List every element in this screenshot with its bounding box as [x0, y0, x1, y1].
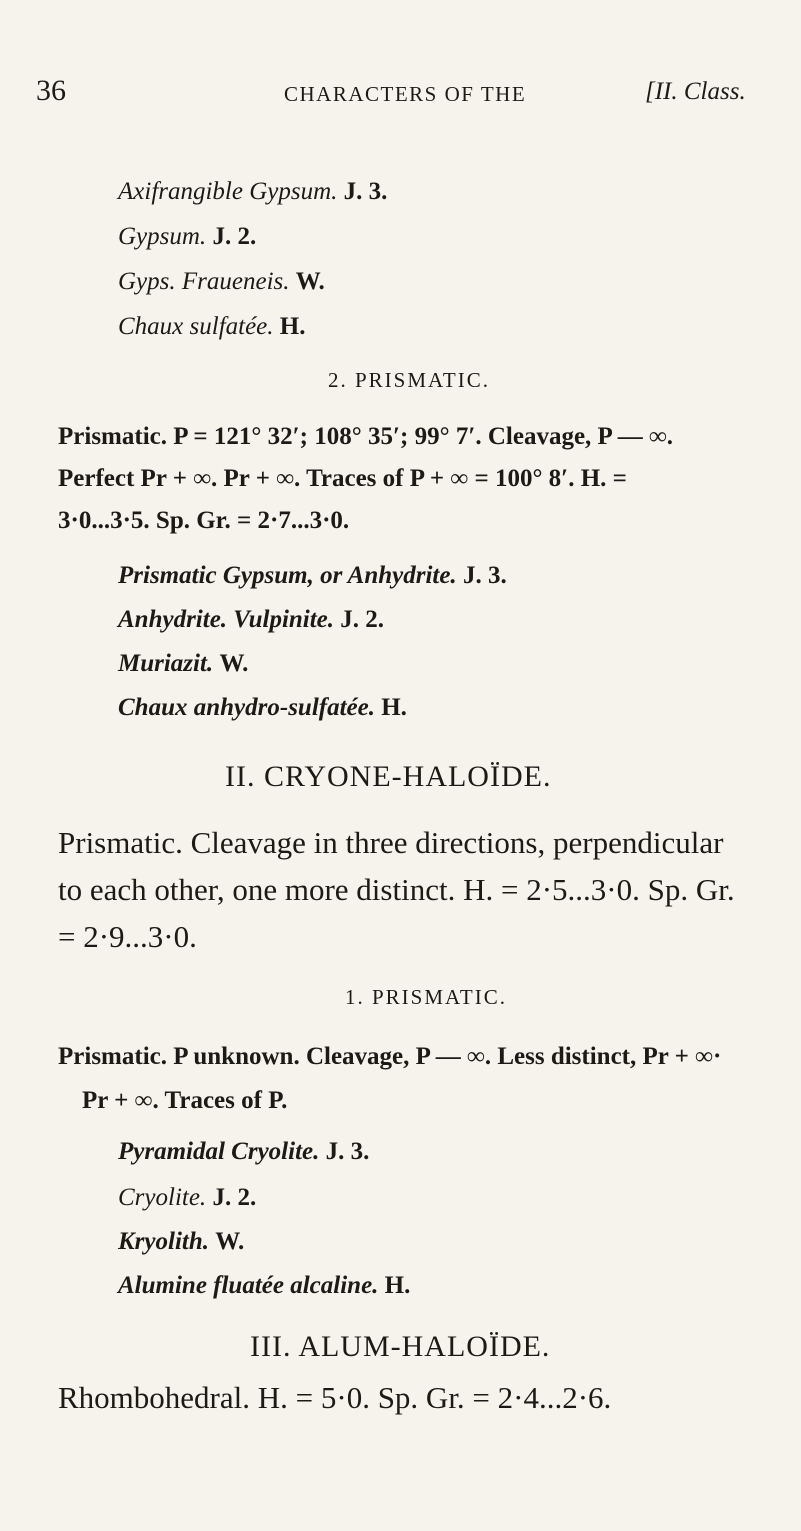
- synonym-ref: H.: [279, 313, 306, 340]
- synonym-line: [118, 1272, 410, 1300]
- synonym-ref: J. 2.: [340, 606, 385, 633]
- synonym-line: [118, 1228, 244, 1256]
- description-line: to each other, one more distinct. H. = 2·5...3·0. Sp. Gr.: [58, 872, 735, 907]
- synonym-name: Chaux sulfatée.: [118, 313, 274, 340]
- synonym-line: [118, 313, 305, 341]
- synonym-line: [118, 606, 384, 634]
- synonym-ref: J. 2.: [212, 223, 257, 250]
- synonym-line: [118, 650, 248, 678]
- class-reference: [II. Class.: [645, 78, 746, 105]
- synonym-name: Chaux anhydro-sulfatée.: [118, 694, 375, 721]
- synonym-name: Prismatic Gypsum, or Anhydrite.: [118, 562, 457, 589]
- genus-heading: II. CRYONE-HALOÏDE.: [225, 760, 552, 793]
- synonym-ref: W.: [215, 1228, 245, 1255]
- description-line: Pr + ∞. Traces of P.: [82, 1087, 288, 1114]
- synonym-name: Alumine fluatée alcaline.: [118, 1272, 379, 1299]
- synonym-line: [118, 1138, 369, 1166]
- synonym-name: Axifrangible Gypsum.: [118, 178, 338, 205]
- description-line: = 2·9...3·0.: [58, 919, 197, 954]
- synonym-ref: J. 3.: [325, 1138, 370, 1165]
- section-heading: 1. PRISMATIC.: [345, 985, 507, 1009]
- page-number: 36: [36, 74, 66, 107]
- synonym-line: [118, 268, 325, 296]
- synonym-line: [118, 562, 507, 590]
- synonym-ref: W.: [295, 268, 325, 295]
- synonym-name: Gypsum.: [118, 223, 207, 250]
- description-line: Prismatic. P = 121° 32′; 108° 35′; 99° 7′. Cleavage, P — ∞.: [58, 423, 674, 450]
- synonym-line: [118, 178, 387, 206]
- description-line: Prismatic. P unknown. Cleavage, P — ∞. Less distinct, Pr + ∞·: [58, 1043, 722, 1070]
- synonym-name: Gyps. Fraueneis.: [118, 268, 290, 295]
- synonym-ref: J. 3.: [462, 562, 507, 589]
- section-heading: 2. PRISMATIC.: [328, 368, 490, 392]
- synonym-name: Pyramidal Cryolite.: [118, 1138, 320, 1165]
- description-line: Perfect Pr + ∞. Pr + ∞. Traces of P + ∞ = 100° 8′. H. =: [58, 465, 627, 492]
- synonym-line: [118, 694, 407, 722]
- synonym-line: [118, 1184, 256, 1212]
- genus-heading: III. ALUM-HALOÏDE.: [250, 1330, 551, 1363]
- synonym-name: Cryolite.: [118, 1184, 207, 1211]
- synonym-ref: H.: [381, 694, 407, 721]
- synonym-name: Anhydrite. Vulpinite.: [118, 606, 335, 633]
- description-line: Prismatic. Cleavage in three directions, perpendicular: [58, 825, 724, 860]
- running-title: CHARACTERS OF THE: [284, 82, 527, 106]
- synonym-ref: J. 3.: [343, 178, 388, 205]
- synonym-name: Kryolith.: [118, 1228, 209, 1255]
- synonym-ref: W.: [219, 650, 249, 677]
- description-line: 3·0...3·5. Sp. Gr. = 2·7...3·0.: [58, 507, 350, 534]
- synonym-ref: J. 2.: [212, 1184, 257, 1211]
- description-line: Rhombohedral. H. = 5·0. Sp. Gr. = 2·4...2·6.: [58, 1380, 612, 1415]
- synonym-name: Muriazit.: [118, 650, 214, 677]
- synonym-line: [118, 223, 256, 251]
- synonym-ref: H.: [384, 1272, 411, 1299]
